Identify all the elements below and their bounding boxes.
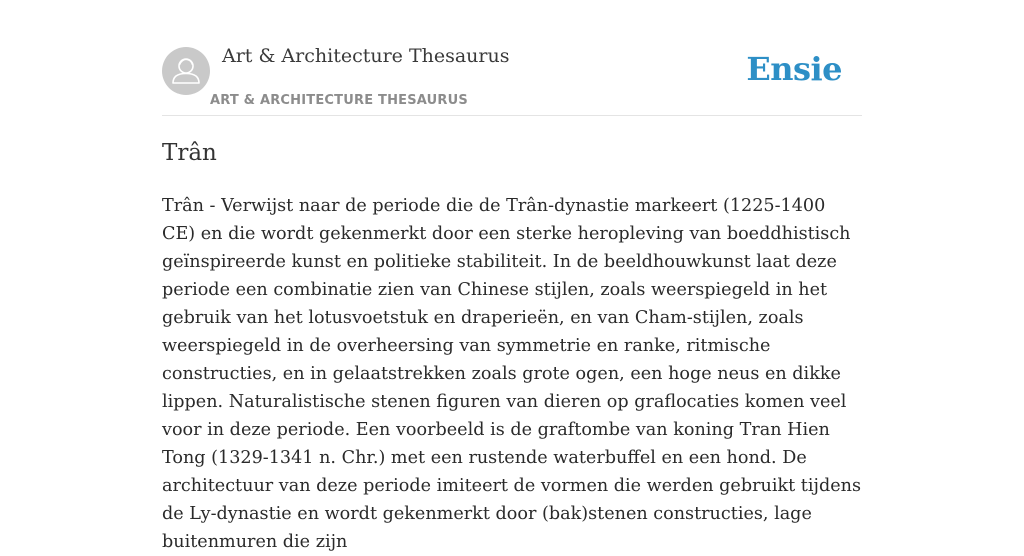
header xyxy=(162,0,862,116)
entry-body: Trân - Verwijst naar de periode die de Trân-dynastie markeert (1225-1400 CE) en die wordt gekenmerkt door een sterke heropleving van boeddhistisch geïnspireerde kunst en politieke stabiliteit. In de beeldhouwkunst laat deze periode een combinatie zien van Chinese stijlen, zoals weerspiegeld in het gebruik van het lotusvoetstuk en draperieën, en van Cham-stijlen, zoals weerspiegeld in de overheersing van symmetrie en ranke, ritmische constructies, en in gelaatstrekken zoals grote ogen, een hoge neus en dikke lippen. Naturalistische stenen figuren van dieren op graflocaties komen veel voor in deze periode. Een voorbeeld is de graftombe van koning Tran Hien Tong (1329-1341 n. Chr.) met een rustende waterbuffel en een hond. De architectuur van deze periode imiteert de vormen die werden gebruikt tijdens de Ly-dynastie en wordt gekenmerkt door (bak)stenen constructies, lage buitenmuren die zijn xyxy=(162,196,861,552)
source-subtitle: ART & ARCHITECTURE THESAURUS xyxy=(210,93,468,108)
source-title-link[interactable]: Art & Architecture Thesaurus xyxy=(222,45,510,67)
user-icon xyxy=(162,47,210,95)
avatar[interactable] xyxy=(162,47,210,95)
page xyxy=(162,0,862,552)
entry-title: Trân xyxy=(162,140,217,166)
brand-logo[interactable]: Ensie xyxy=(746,50,842,88)
